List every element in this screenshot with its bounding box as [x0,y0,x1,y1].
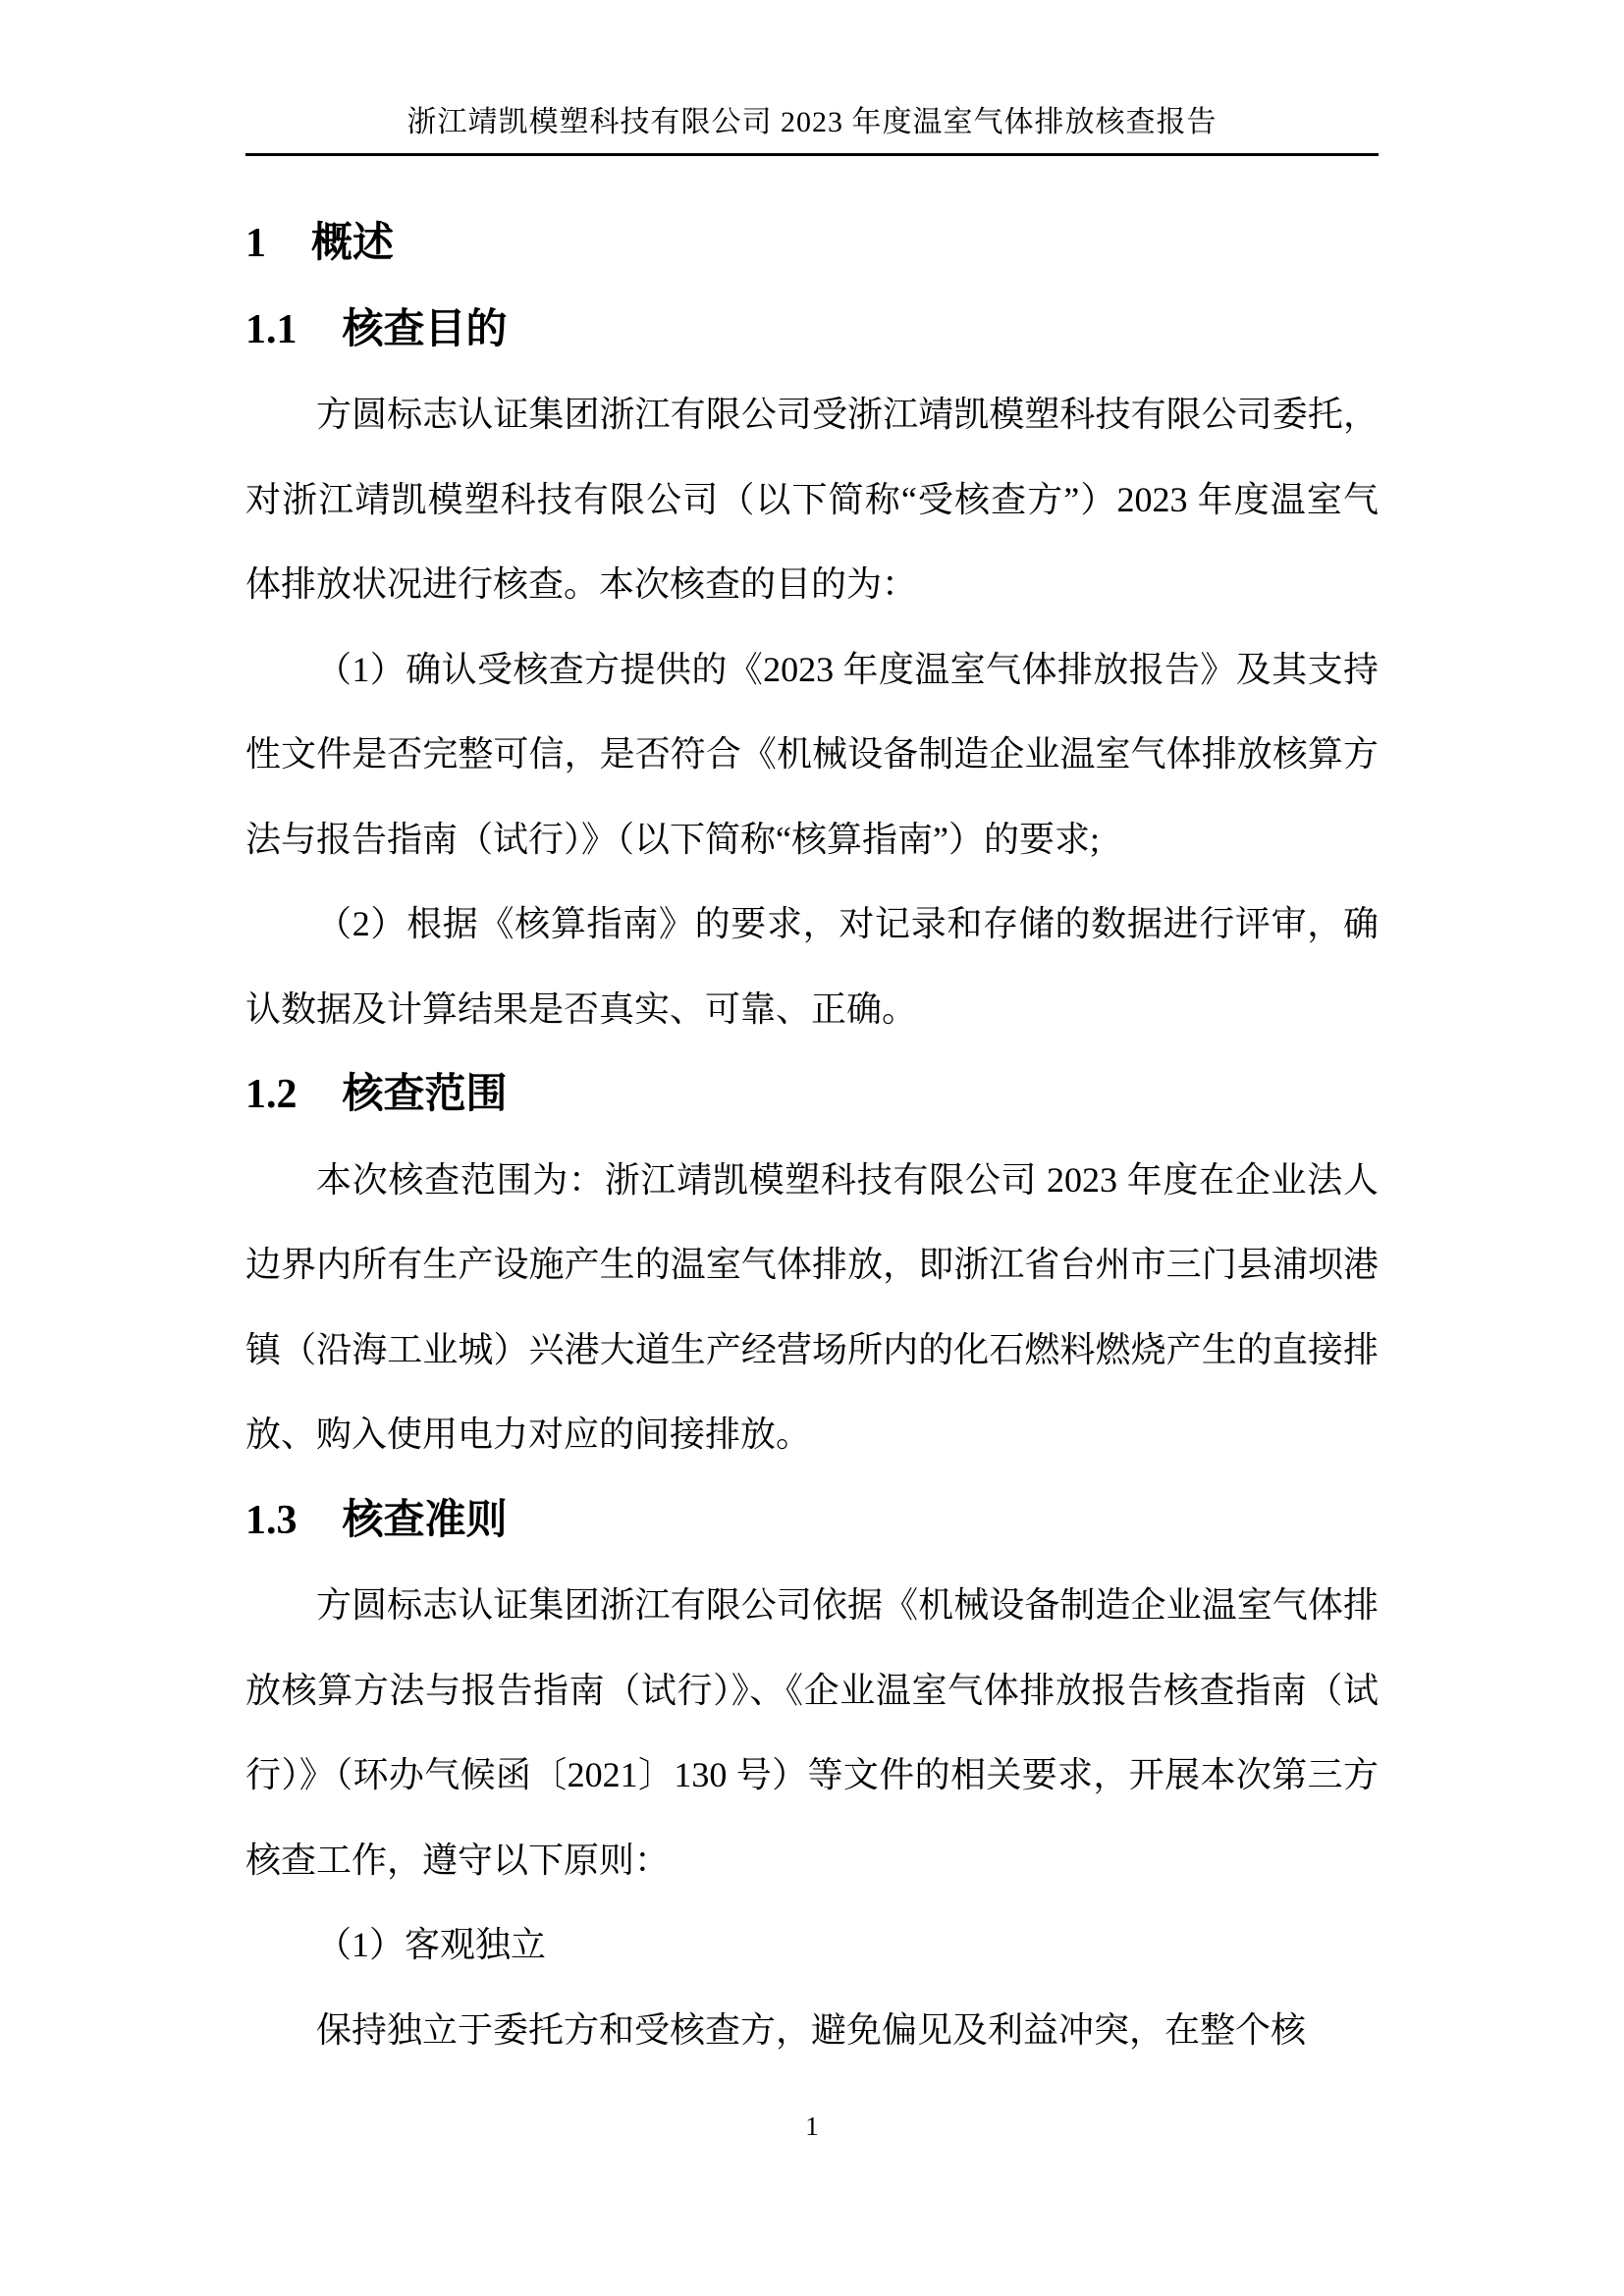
section-number: 1.2 [245,1072,298,1117]
section-title: 概述 [311,219,395,265]
paragraph-criteria: 方圆标志认证集团浙江有限公司依据《机械设备制造企业温室气体排放核算方法与报告指南（试行）》、《企业温室气体排放报告核查指南（试行）》（环办气候函〔2021〕130 号）等文件的相关要求，开展本次第三方核查工作，遵守以下原则： [245,1585,1379,1880]
section-number: 1 [245,221,266,266]
section-heading-1-2 [245,1051,1379,1138]
paragraph-purpose-item-2: （2）根据《核算指南》的要求，对记录和存储的数据进行评审，确认数据及计算结果是否真实、可靠、正确。 [245,904,1379,1029]
running-title: 浙江靖凯模塑科技有限公司 2023 年度温室气体排放核查报告 [406,106,1218,138]
paragraph-purpose-intro: 方圆标志认证集团浙江有限公司受浙江靖凯模塑科技有限公司委托，对浙江靖凯模塑科技有限公司（以下简称“受核查方”）2023 年度温室气体排放状况进行核查。本次核查的目的为： [245,395,1379,604]
section-number: 1.3 [245,1497,298,1543]
paragraph-principle-1-heading: （1）客观独立 [316,1925,547,1964]
section-heading-1 [245,200,1379,287]
section-heading-1-1 [245,287,1379,373]
section-title: 核查准则 [342,1495,508,1542]
page-header [245,0,1379,156]
section-number: 1.1 [245,306,298,352]
document-body [245,200,1379,2072]
section-heading-1-3 [245,1477,1379,1564]
page-footer [0,2107,1624,2146]
page-number: 1 [805,2111,819,2141]
section-title: 核查目的 [342,304,508,351]
section-title: 核查范围 [342,1070,508,1116]
paragraph-principle-1-body: 保持独立于委托方和受核查方，避免偏见及利益冲突，在整个核 [316,2009,1307,2050]
paragraph-scope: 本次核查范围为：浙江靖凯模塑科技有限公司 2023 年度在企业法人边界内所有生产设施产生的温室气体排放，即浙江省台州市三门县浦坝港镇（沿海工业城）兴港大道生产经营场所内的化石燃料燃烧产生的直接排放、购入使用电力对应的间接排放。 [245,1159,1379,1454]
paragraph-purpose-item-1: （1）确认受核查方提供的《2023 年度温室气体排放报告》及其支持性文件是否完整可信，是否符合《机械设备制造企业温室气体排放核算方法与报告指南（试行）》（以下简称“核算指南”）的要求; [245,649,1379,859]
